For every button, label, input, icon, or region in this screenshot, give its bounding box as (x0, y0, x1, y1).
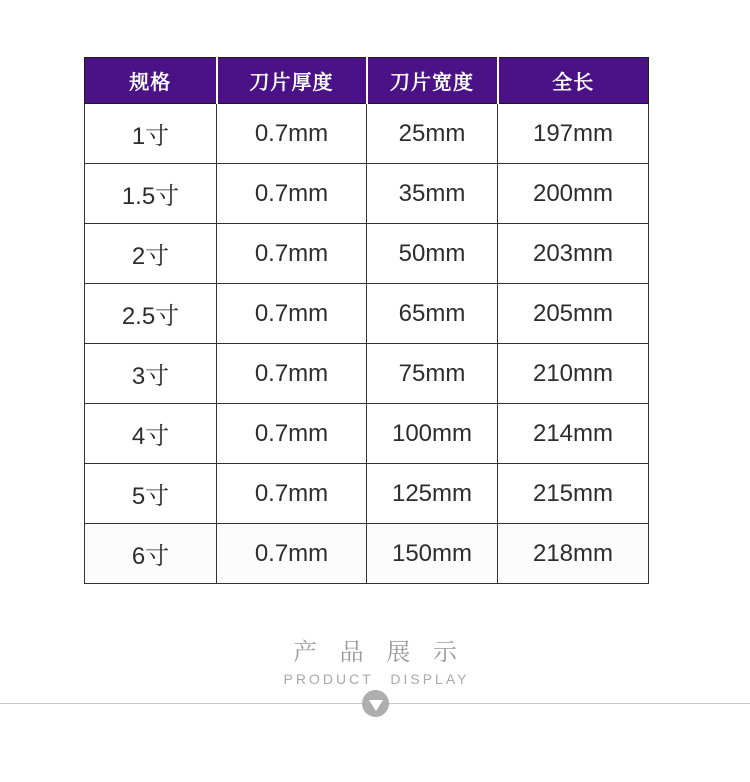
cell-width: 125mm (367, 464, 498, 524)
cell-spec: 1寸 (85, 104, 217, 164)
cell-spec: 1.5寸 (85, 164, 217, 224)
table-row (85, 464, 649, 524)
section-header (0, 640, 750, 687)
cell-spec: 5寸 (85, 464, 217, 524)
column-header-spec: 规格 (85, 58, 217, 104)
chevron-down-icon (369, 700, 383, 711)
cell-length: 210mm (498, 344, 649, 404)
cell-thickness: 0.7mm (217, 284, 367, 344)
cell-width: 35mm (367, 164, 498, 224)
chevron-down-circle-icon (362, 690, 389, 717)
cell-length: 218mm (498, 524, 649, 584)
column-header-width: 刀片宽度 (367, 58, 498, 104)
spec-table-container (84, 57, 649, 584)
cell-width: 150mm (367, 524, 498, 584)
cell-thickness: 0.7mm (217, 164, 367, 224)
cell-thickness: 0.7mm (217, 404, 367, 464)
table-row (85, 164, 649, 224)
cell-spec: 2.5寸 (85, 284, 217, 344)
cell-thickness: 0.7mm (217, 344, 367, 404)
cell-length: 205mm (498, 284, 649, 344)
section-subtitle: PRODUCT DISPLAY (283, 671, 470, 687)
cell-length: 215mm (498, 464, 649, 524)
cell-thickness: 0.7mm (217, 104, 367, 164)
spec-table (84, 57, 649, 584)
cell-width: 65mm (367, 284, 498, 344)
cell-width: 25mm (367, 104, 498, 164)
cell-length: 200mm (498, 164, 649, 224)
table-row (85, 524, 649, 584)
table-row (85, 404, 649, 464)
spec-table-header-row (85, 58, 649, 104)
cell-thickness: 0.7mm (217, 224, 367, 284)
cell-length: 214mm (498, 404, 649, 464)
cell-length: 197mm (498, 104, 649, 164)
cell-thickness: 0.7mm (217, 524, 367, 584)
section-title: 产 品 展 示 (292, 639, 465, 666)
cell-width: 100mm (367, 404, 498, 464)
cell-length: 203mm (498, 224, 649, 284)
table-row (85, 224, 649, 284)
cell-spec: 6寸 (85, 524, 217, 584)
cell-thickness: 0.7mm (217, 464, 367, 524)
table-row (85, 344, 649, 404)
column-header-length: 全长 (498, 58, 649, 104)
column-header-thickness: 刀片厚度 (217, 58, 367, 104)
cell-width: 50mm (367, 224, 498, 284)
cell-spec: 3寸 (85, 344, 217, 404)
table-row (85, 284, 649, 344)
cell-width: 75mm (367, 344, 498, 404)
cell-spec: 2寸 (85, 224, 217, 284)
table-row (85, 104, 649, 164)
cell-spec: 4寸 (85, 404, 217, 464)
